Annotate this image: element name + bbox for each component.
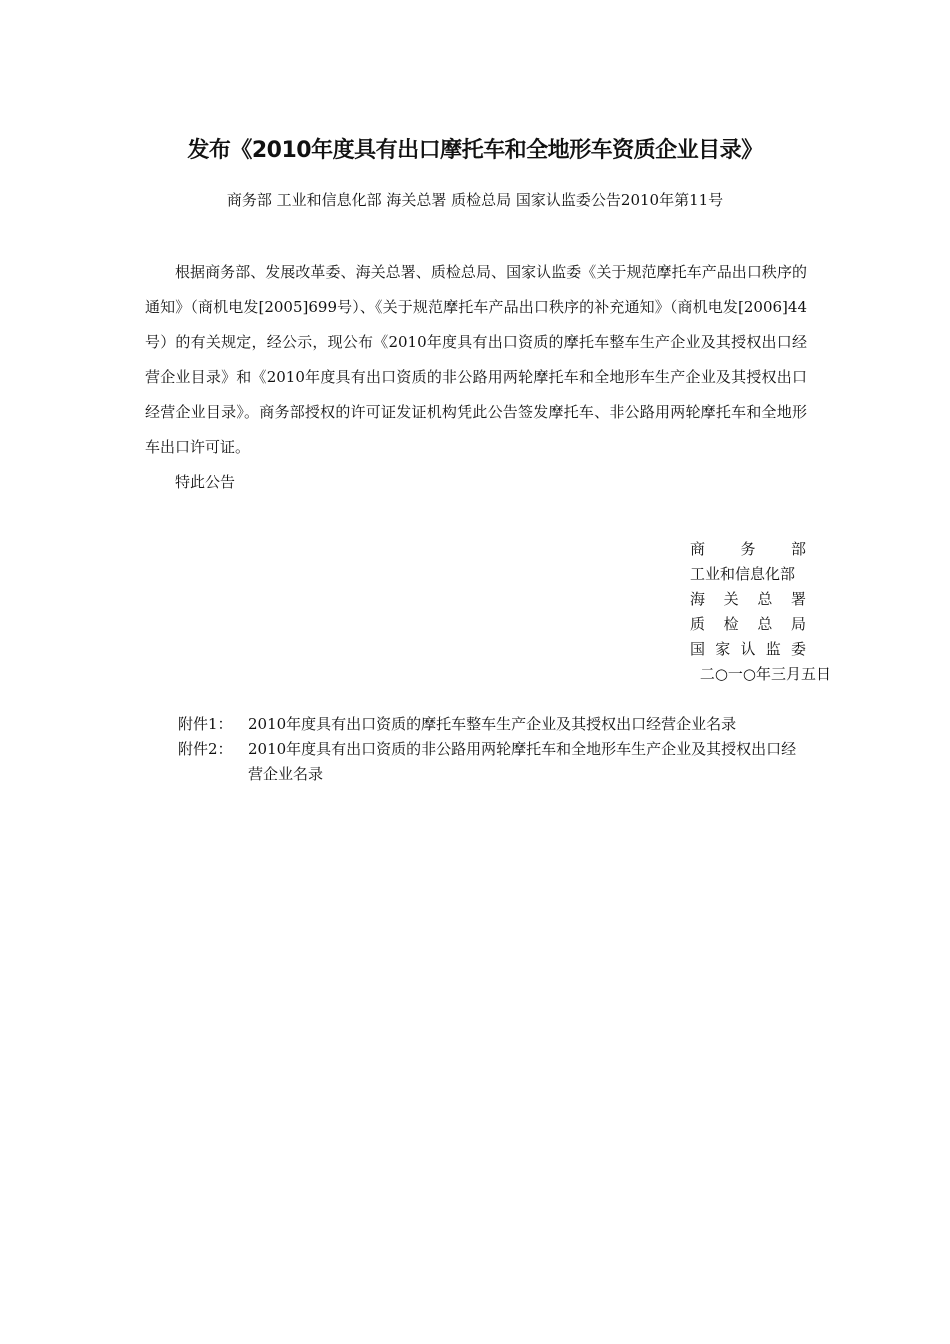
attachment-title: 2010年度具有出口资质的摩托车整车生产企业及其授权出口经营企业名录 [248,715,737,733]
attachment-list [178,712,808,787]
signatory-customs: 海 关 总 署 [690,590,806,608]
body-paragraph: 根据商务部、发展改革委、海关总署、质检总局、国家认监委《关于规范摩托车产品出口秩序的通知》（商机电发[2005]699号）、《关于规范摩托车产品出口秩序的补充通知》（商机电发[2006]44号）的有关规定，经公示，现公布《2010年度具有出口资质的摩托车整车生产企业及其授权出口经营企业目录》和《2010年度具有出口资质的非公路用两轮摩托车和全地形车生产企业及其授权出口经营企业目录》。商务部授权的许可证发证机构凭此公告签发摩托车、非公路用两轮摩托车和全地形车出口许可证。 [145,263,807,456]
announcement-subtitle: 商务部 工业和信息化部 海关总署 质检总局 国家认监委公告2010年第11号 [226,191,724,209]
document-title: 发布《2010年度具有出口摩托车和全地形车资质企业目录》 [187,138,763,163]
attachment-title: 2010年度具有出口资质的非公路用两轮摩托车和全地形车生产企业及其授权出口经营企业名录 [248,740,797,783]
attachment-item [178,737,808,787]
closing-phrase: 特此公告 [175,473,236,491]
document-body [145,255,807,500]
signatory-aqsiq: 质 检 总 局 [690,615,806,633]
issue-date: 二○一○年三月五日 [699,665,831,683]
signatory-block [681,537,831,687]
signatory-cnca: 国 家 认 监 委 [690,640,806,658]
signatory-miit: 工业和信息化部 [690,565,796,583]
signatory-mofcom: 商 务 部 [690,540,806,558]
attachment-item [178,712,808,737]
attachment-label: 附件2： [178,740,233,758]
attachment-label: 附件1： [178,715,233,733]
